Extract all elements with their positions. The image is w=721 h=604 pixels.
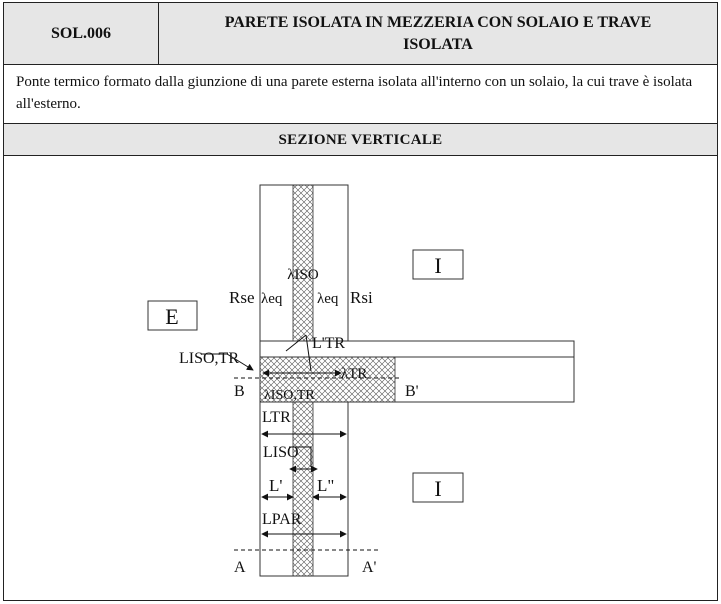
- description-row: Ponte termico formato dalla giunzione di una parete esterna isolata all'interno con un solaio, la cui trave è isolata all'esterno.: [3, 64, 718, 125]
- label-lambda-tr: λTR: [341, 366, 368, 382]
- label-l-prime: L': [269, 476, 283, 495]
- label-l-tr-prime: L'TR: [312, 335, 346, 352]
- label-a-prime: A': [362, 559, 377, 576]
- sheet: [3, 2, 718, 600]
- label-l-par: LPAR: [262, 511, 302, 528]
- title-cell: PARETE ISOLATA IN MEZZERIA CON SOLAIO E TRAVE ISOLATA: [224, 14, 652, 53]
- label-l-double-prime: L": [317, 476, 335, 495]
- header-row: [3, 2, 718, 66]
- label-lambda-iso-tr: λISO,TR: [264, 388, 315, 403]
- label-a: A: [234, 559, 246, 576]
- code-cell: SOL.006: [4, 3, 159, 65]
- label-i-top: I: [434, 253, 442, 278]
- label-b: B: [234, 383, 245, 400]
- label-i-bottom: I: [434, 476, 442, 501]
- label-lambda-eq-left: λeq: [261, 291, 283, 307]
- drawing-area: [3, 155, 718, 601]
- label-rsi: Rsi: [350, 288, 373, 307]
- section-title: SEZIONE VERTICALE: [3, 123, 718, 157]
- label-l-tr: LTR: [262, 409, 291, 426]
- label-lambda-eq-right: λeq: [317, 291, 339, 307]
- label-l-iso-tr: LISO,TR: [179, 350, 239, 367]
- label-b-prime: B': [405, 383, 419, 400]
- insulation-lower: [293, 402, 313, 576]
- label-rse: Rse: [229, 288, 255, 307]
- label-e: E: [165, 304, 179, 329]
- label-l-iso: LISO: [263, 444, 299, 461]
- label-lambda-iso: λISO: [287, 267, 319, 283]
- section-drawing: [4, 156, 716, 599]
